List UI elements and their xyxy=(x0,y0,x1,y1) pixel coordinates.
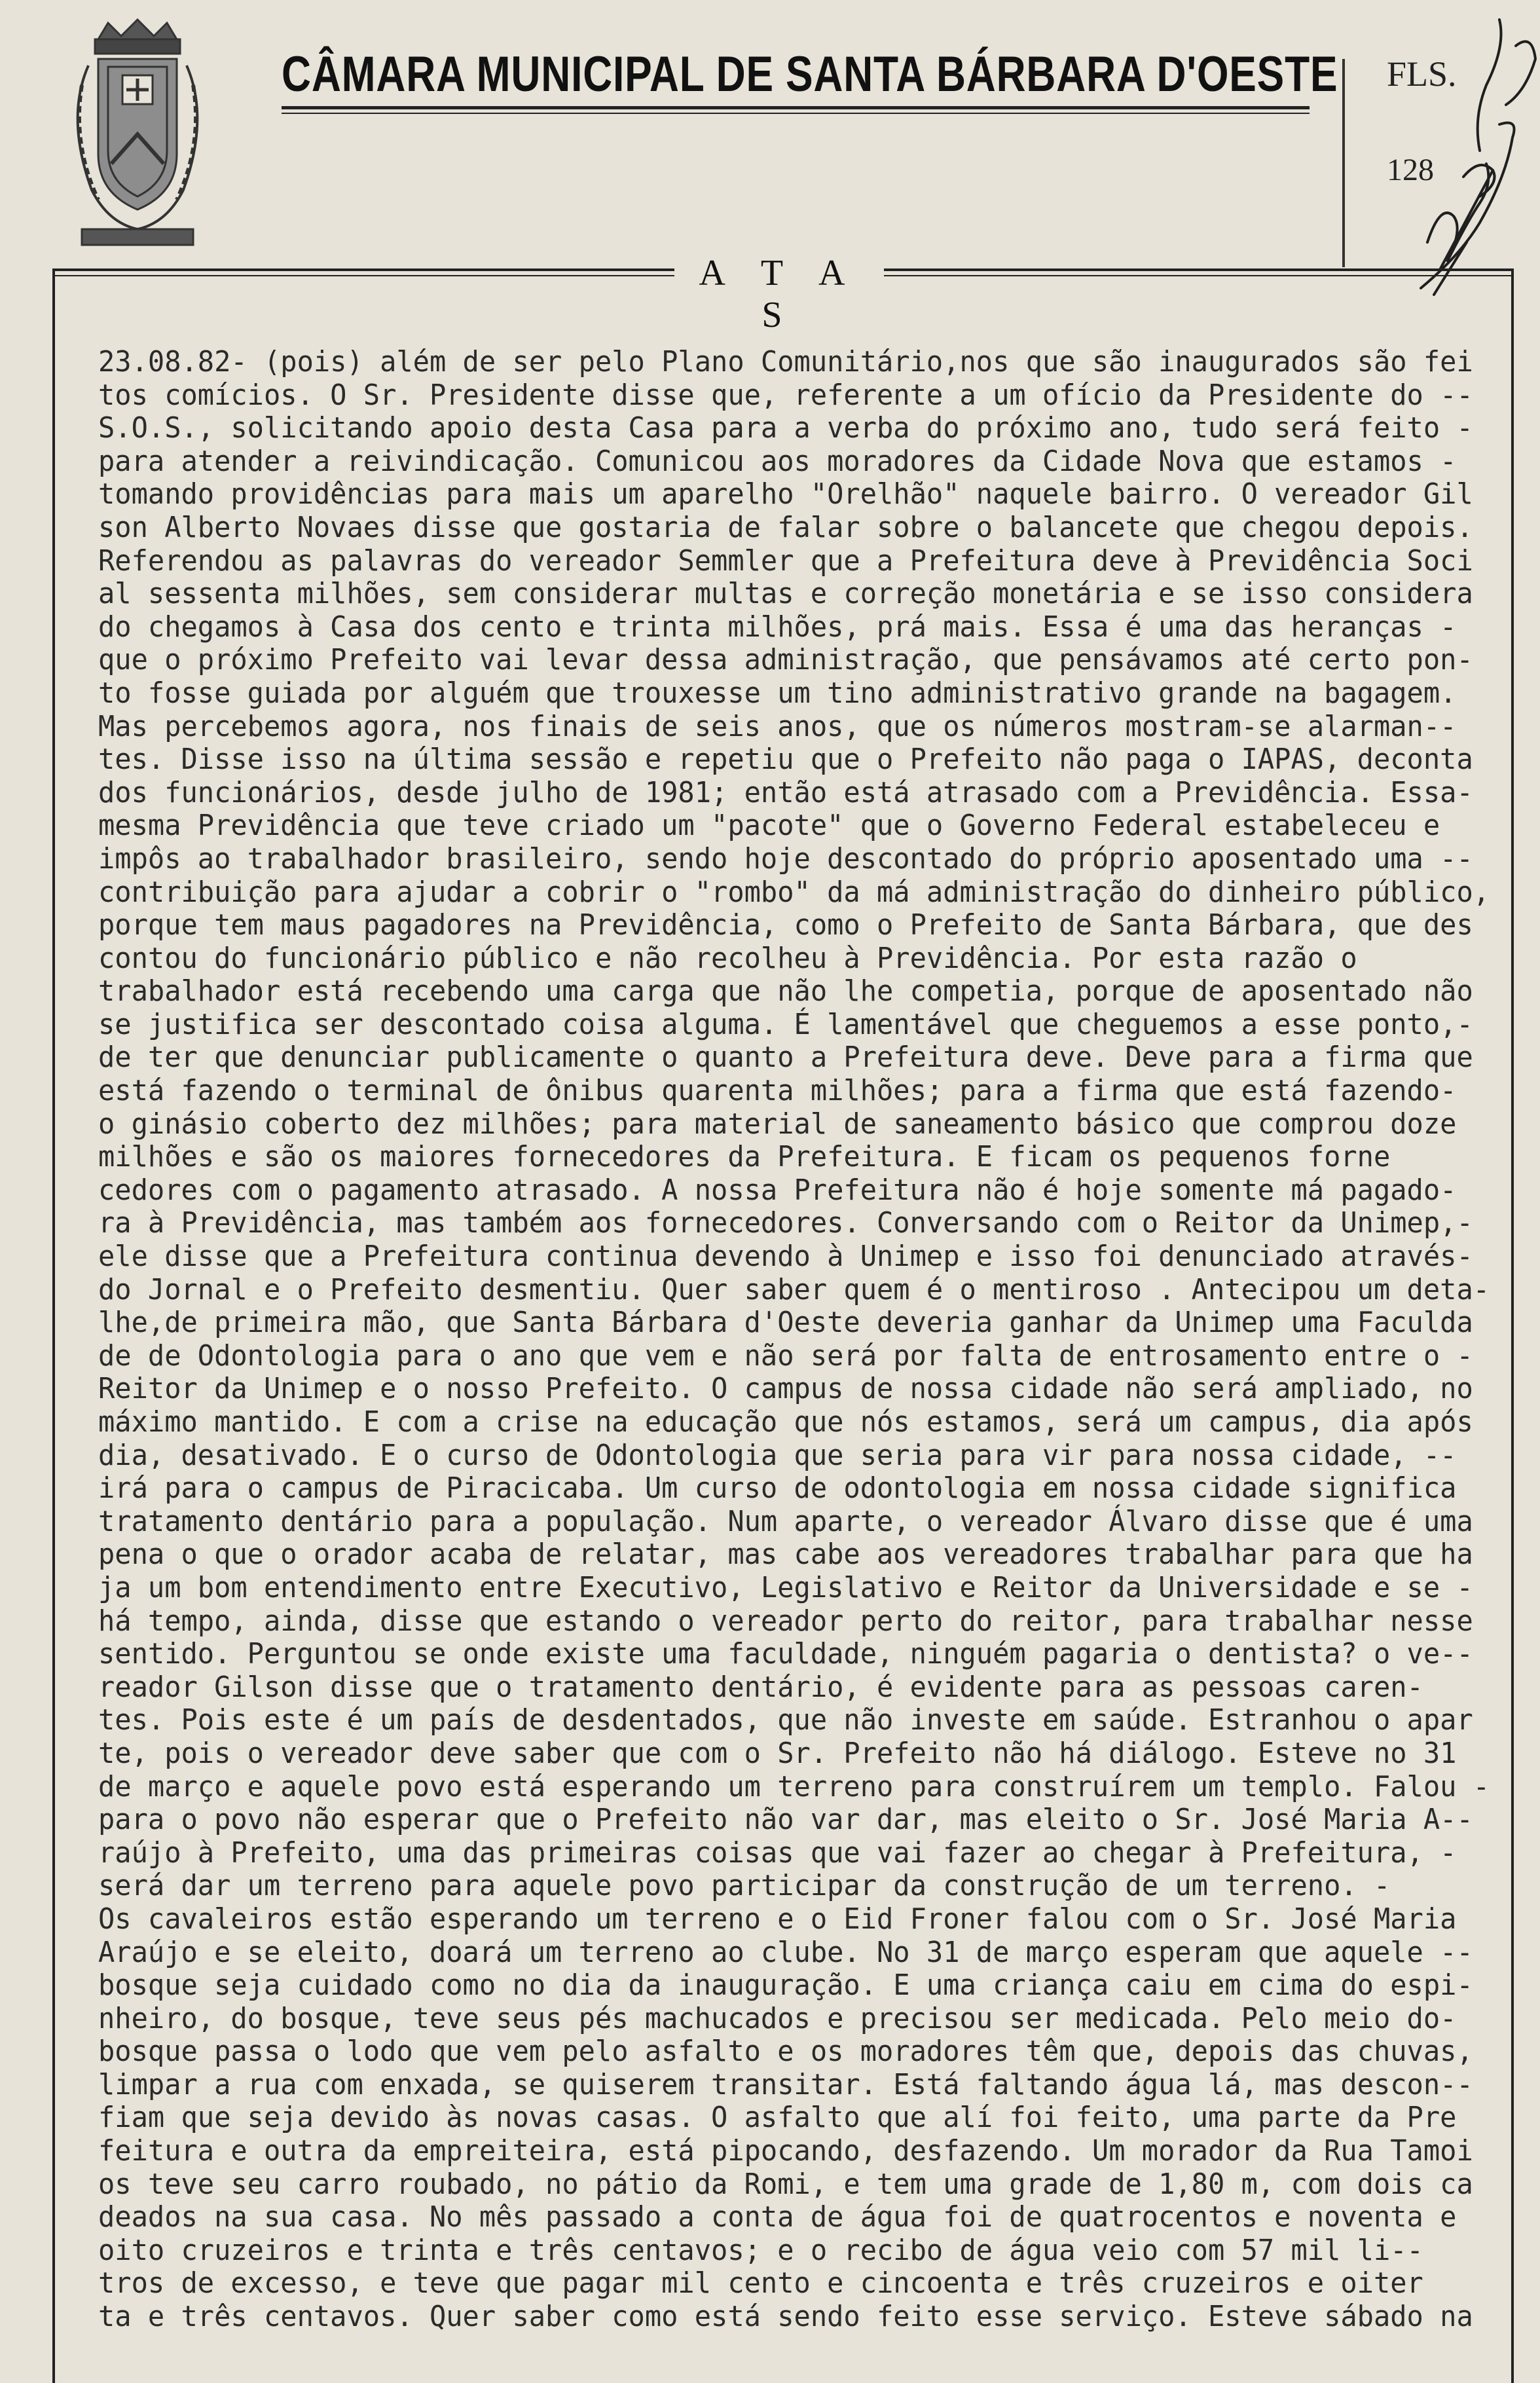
minutes-line: os teve seu carro roubado, no pátio da Romi, e tem uma grade de 1,80 m, com dois ca xyxy=(98,2167,1473,2201)
minutes-line: nheiro, do bosque, teve seus pés machucados e precisou ser medicada. Pelo meio do- xyxy=(98,2001,1457,2035)
title-rule xyxy=(282,106,1310,109)
frame-top-right-thin xyxy=(884,275,1512,276)
minutes-line: tratamento dentário para a população. Num aparte, o vereador Álvaro disse que é uma xyxy=(98,1504,1473,1538)
minutes-line: dia, desativado. E o curso de Odontologia que seria para vir para nossa cidade, -- xyxy=(98,1438,1457,1472)
minutes-line: bosque passa o lodo que vem pelo asfalto e os moradores têm que, depois das chuvas, xyxy=(98,2035,1473,2069)
minutes-line: lhe,de primeira mão, que Santa Bárbara d'Oeste deveria ganhar da Unimep uma Faculda xyxy=(98,1306,1473,1340)
minutes-line: ra à Previdência, mas também aos fornecedores. Conversando com o Reitor da Unimep,- xyxy=(98,1206,1473,1240)
minutes-line: raújo à Prefeito, uma das primeiras coisas que vai fazer ao chegar à Prefeitura, - xyxy=(98,1836,1457,1870)
header-divider xyxy=(1342,59,1345,267)
minutes-line: tos comícios. O Sr. Presidente disse que, referente a um ofício da Presidente do -- xyxy=(98,378,1473,412)
section-title: A T A S xyxy=(699,253,860,335)
minutes-line: máximo mantido. E com a crise na educação que nós estamos, será um campus, dia após xyxy=(98,1405,1473,1439)
minutes-line: ja um bom entendimento entre Executivo, Legislativo e Reitor da Universidade e se - xyxy=(98,1570,1473,1604)
minutes-line: deados na sua casa. No mês passado a conta de água foi de quatrocentos e noventa e xyxy=(98,2200,1457,2234)
institution-title: CÂMARA MUNICIPAL DE SANTA BÁRBARA D'OESTE xyxy=(282,46,1338,102)
minutes-line: que o próximo Prefeito vai levar dessa administração, que pensávamos até certo pon- xyxy=(98,643,1473,677)
minutes-line: Referendou as palavras do vereador Semmler que a Prefeitura deve à Previdência Soci xyxy=(98,544,1473,578)
minutes-line: trabalhador está recebendo uma carga que não lhe competia, porque de aposentado não xyxy=(98,974,1473,1008)
minutes-line: son Alberto Novaes disse que gostaria de falar sobre o balancete que chegou depois. xyxy=(98,510,1473,544)
minutes-line: dos funcionários, desde julho de 1981; então está atrasado com a Previdência. Essa- xyxy=(98,775,1473,809)
minutes-line: te, pois o vereador deve saber que com o Sr. Prefeito não há diálogo. Esteve no 31 xyxy=(98,1736,1457,1770)
minutes-line: está fazendo o terminal de ônibus quarenta milhões; para a firma que está fazendo- xyxy=(98,1074,1457,1108)
minutes-line: S.O.S., solicitando apoio desta Casa para a verba do próximo ano, tudo será feito - xyxy=(98,411,1473,445)
minutes-line: to fosse guiada por alguém que trouxesse um tino administrativo grande na bagagem. xyxy=(98,676,1457,710)
frame-top-left-thin xyxy=(52,275,674,276)
minutes-line: do chegamos à Casa dos cento e trinta milhões, prá mais. Essa é uma das heranças - xyxy=(98,610,1457,644)
minutes-line: cedores com o pagamento atrasado. A nossa Prefeitura não é hoje somente má pagado- xyxy=(98,1173,1457,1207)
minutes-line: contribuição para ajudar a cobrir o "rombo" da má administração do dinheiro público, xyxy=(98,875,1490,909)
minutes-line: será dar um terreno para aquele povo participar da construção de um terreno. - xyxy=(98,1869,1391,1903)
minutes-line: tes. Disse isso na última sessão e repetiu que o Prefeito não paga o IAPAS, deconta xyxy=(98,743,1473,777)
minutes-line: porque tem maus pagadores na Previdência, como o Prefeito de Santa Bárbara, que des xyxy=(98,908,1473,942)
minutes-line: do Jornal e o Prefeito desmentiu. Quer saber quem é o mentiroso . Antecipou um deta- xyxy=(98,1272,1490,1306)
minutes-line: feitura e outra da empreiteira, está pipocando, desfazendo. Um morador da Rua Tamoi xyxy=(98,2134,1473,2168)
minutes-line: ta e três centavos. Quer saber como está sendo feito esse serviço. Esteve sábado na xyxy=(98,2300,1473,2334)
handwritten-signature xyxy=(1401,7,1540,321)
minutes-line: de ter que denunciar publicamente o quanto a Prefeitura deve. Deve para a firma que xyxy=(98,1041,1473,1075)
minutes-line: de março e aquele povo está esperando um terreno para construírem um templo. Falou - xyxy=(98,1769,1490,1803)
frame-top-left xyxy=(52,268,674,271)
minutes-line: contou do funcionário público e não recolheu à Previdência. Por esta razão o xyxy=(98,941,1357,975)
minutes-line: há tempo, ainda, disse que estando o vereador perto do reitor, para trabalhar nesse xyxy=(98,1604,1473,1638)
fls-label: FLS. xyxy=(1387,54,1457,94)
minutes-line: al sessenta milhões, sem considerar multas e correção monetária e se isso considera xyxy=(98,577,1473,611)
minutes-line: bosque seja cuidado como no dia da inauguração. E uma criança caiu em cima do espi- xyxy=(98,1968,1473,2003)
minutes-line: Reitor da Unimep e o nosso Prefeito. O campus de nossa cidade não será ampliado, no xyxy=(98,1372,1473,1406)
minutes-line: Os cavaleiros estão esperando um terreno e o Eid Froner falou com o Sr. José Maria xyxy=(98,1902,1457,1936)
frame-right xyxy=(1511,268,1514,2383)
minutes-line: para o povo não esperar que o Prefeito não var dar, mas eleito o Sr. José Maria A-- xyxy=(98,1803,1473,1837)
minutes-line: o ginásio coberto dez milhões; para material de saneamento básico que comprou doze xyxy=(98,1107,1457,1141)
minutes-line: para atender a reivindicação. Comunicou aos moradores da Cidade Nova que estamos - xyxy=(98,444,1457,478)
minutes-line: tros de excesso, e teve que pagar mil cento e cincoenta e três cruzeiros e oiter xyxy=(98,2266,1423,2300)
title-rule-thin xyxy=(282,113,1310,114)
minutes-line: oito cruzeiros e trinta e três centavos; e o recibo de água veio com 57 mil li-- xyxy=(98,2233,1423,2267)
frame-top-right xyxy=(884,268,1512,271)
minutes-line: se justifica ser descontado coisa alguma. É lamentável que cheguemos a esse ponto,- xyxy=(98,1007,1473,1041)
frame-left xyxy=(52,268,55,2383)
minutes-line: de de Odontologia para o ano que vem e não será por falta de entrosamento entre o - xyxy=(98,1339,1473,1373)
minutes-line: Araújo e se eleito, doará um terreno ao clube. No 31 de março esperam que aquele -- xyxy=(98,1935,1473,1969)
minutes-line: 23.08.82- (pois) além de ser pelo Plano Comunitário,nos que são inaugurados são fei xyxy=(98,345,1473,379)
minutes-line: ele disse que a Prefeitura continua devendo à Unimep e isso foi denunciado através- xyxy=(98,1240,1473,1274)
minutes-line: pena o que o orador acaba de relatar, mas cabe aos vereadores trabalhar para que ha xyxy=(98,1538,1473,1572)
minutes-line: impôs ao trabalhador brasileiro, sendo hoje descontado do próprio aposentado uma -- xyxy=(98,841,1473,876)
minutes-line: Mas percebemos agora, nos finais de seis anos, que os números mostram-se alarman-- xyxy=(98,709,1457,743)
minutes-line: tes. Pois este é um país de desdentados, que não investe em saúde. Estranhou o apar xyxy=(98,1703,1473,1737)
municipal-coat-of-arms xyxy=(62,13,213,255)
minutes-text xyxy=(98,345,1490,2334)
minutes-line: irá para o campus de Piracicaba. Um curso de odontologia em nossa cidade significa xyxy=(98,1471,1457,1506)
minutes-line: milhões e são os maiores fornecedores da Prefeitura. E ficam os pequenos forne xyxy=(98,1140,1391,1174)
minutes-line: reador Gilson disse que o tratamento dentário, é evidente para as pessoas caren- xyxy=(98,1670,1423,1704)
minutes-line: limpar a rua com enxada, se quiserem transitar. Está faltando água lá, mas descon-- xyxy=(98,2067,1473,2101)
minutes-line: sentido. Perguntou se onde existe uma faculdade, ninguém pagaria o dentista? o ve-- xyxy=(98,1637,1473,1671)
minutes-line: tomando providências para mais um aparelho "Orelhão" naquele bairro. O vereador Gil xyxy=(98,477,1473,511)
minutes-line: fiam que seja devido às novas casas. O asfalto que alí foi feito, uma parte da Pre xyxy=(98,2101,1457,2135)
page-number: 128 xyxy=(1387,153,1434,187)
minutes-line: mesma Previdência que teve criado um "pacote" que o Governo Federal estabeleceu e xyxy=(98,809,1440,843)
